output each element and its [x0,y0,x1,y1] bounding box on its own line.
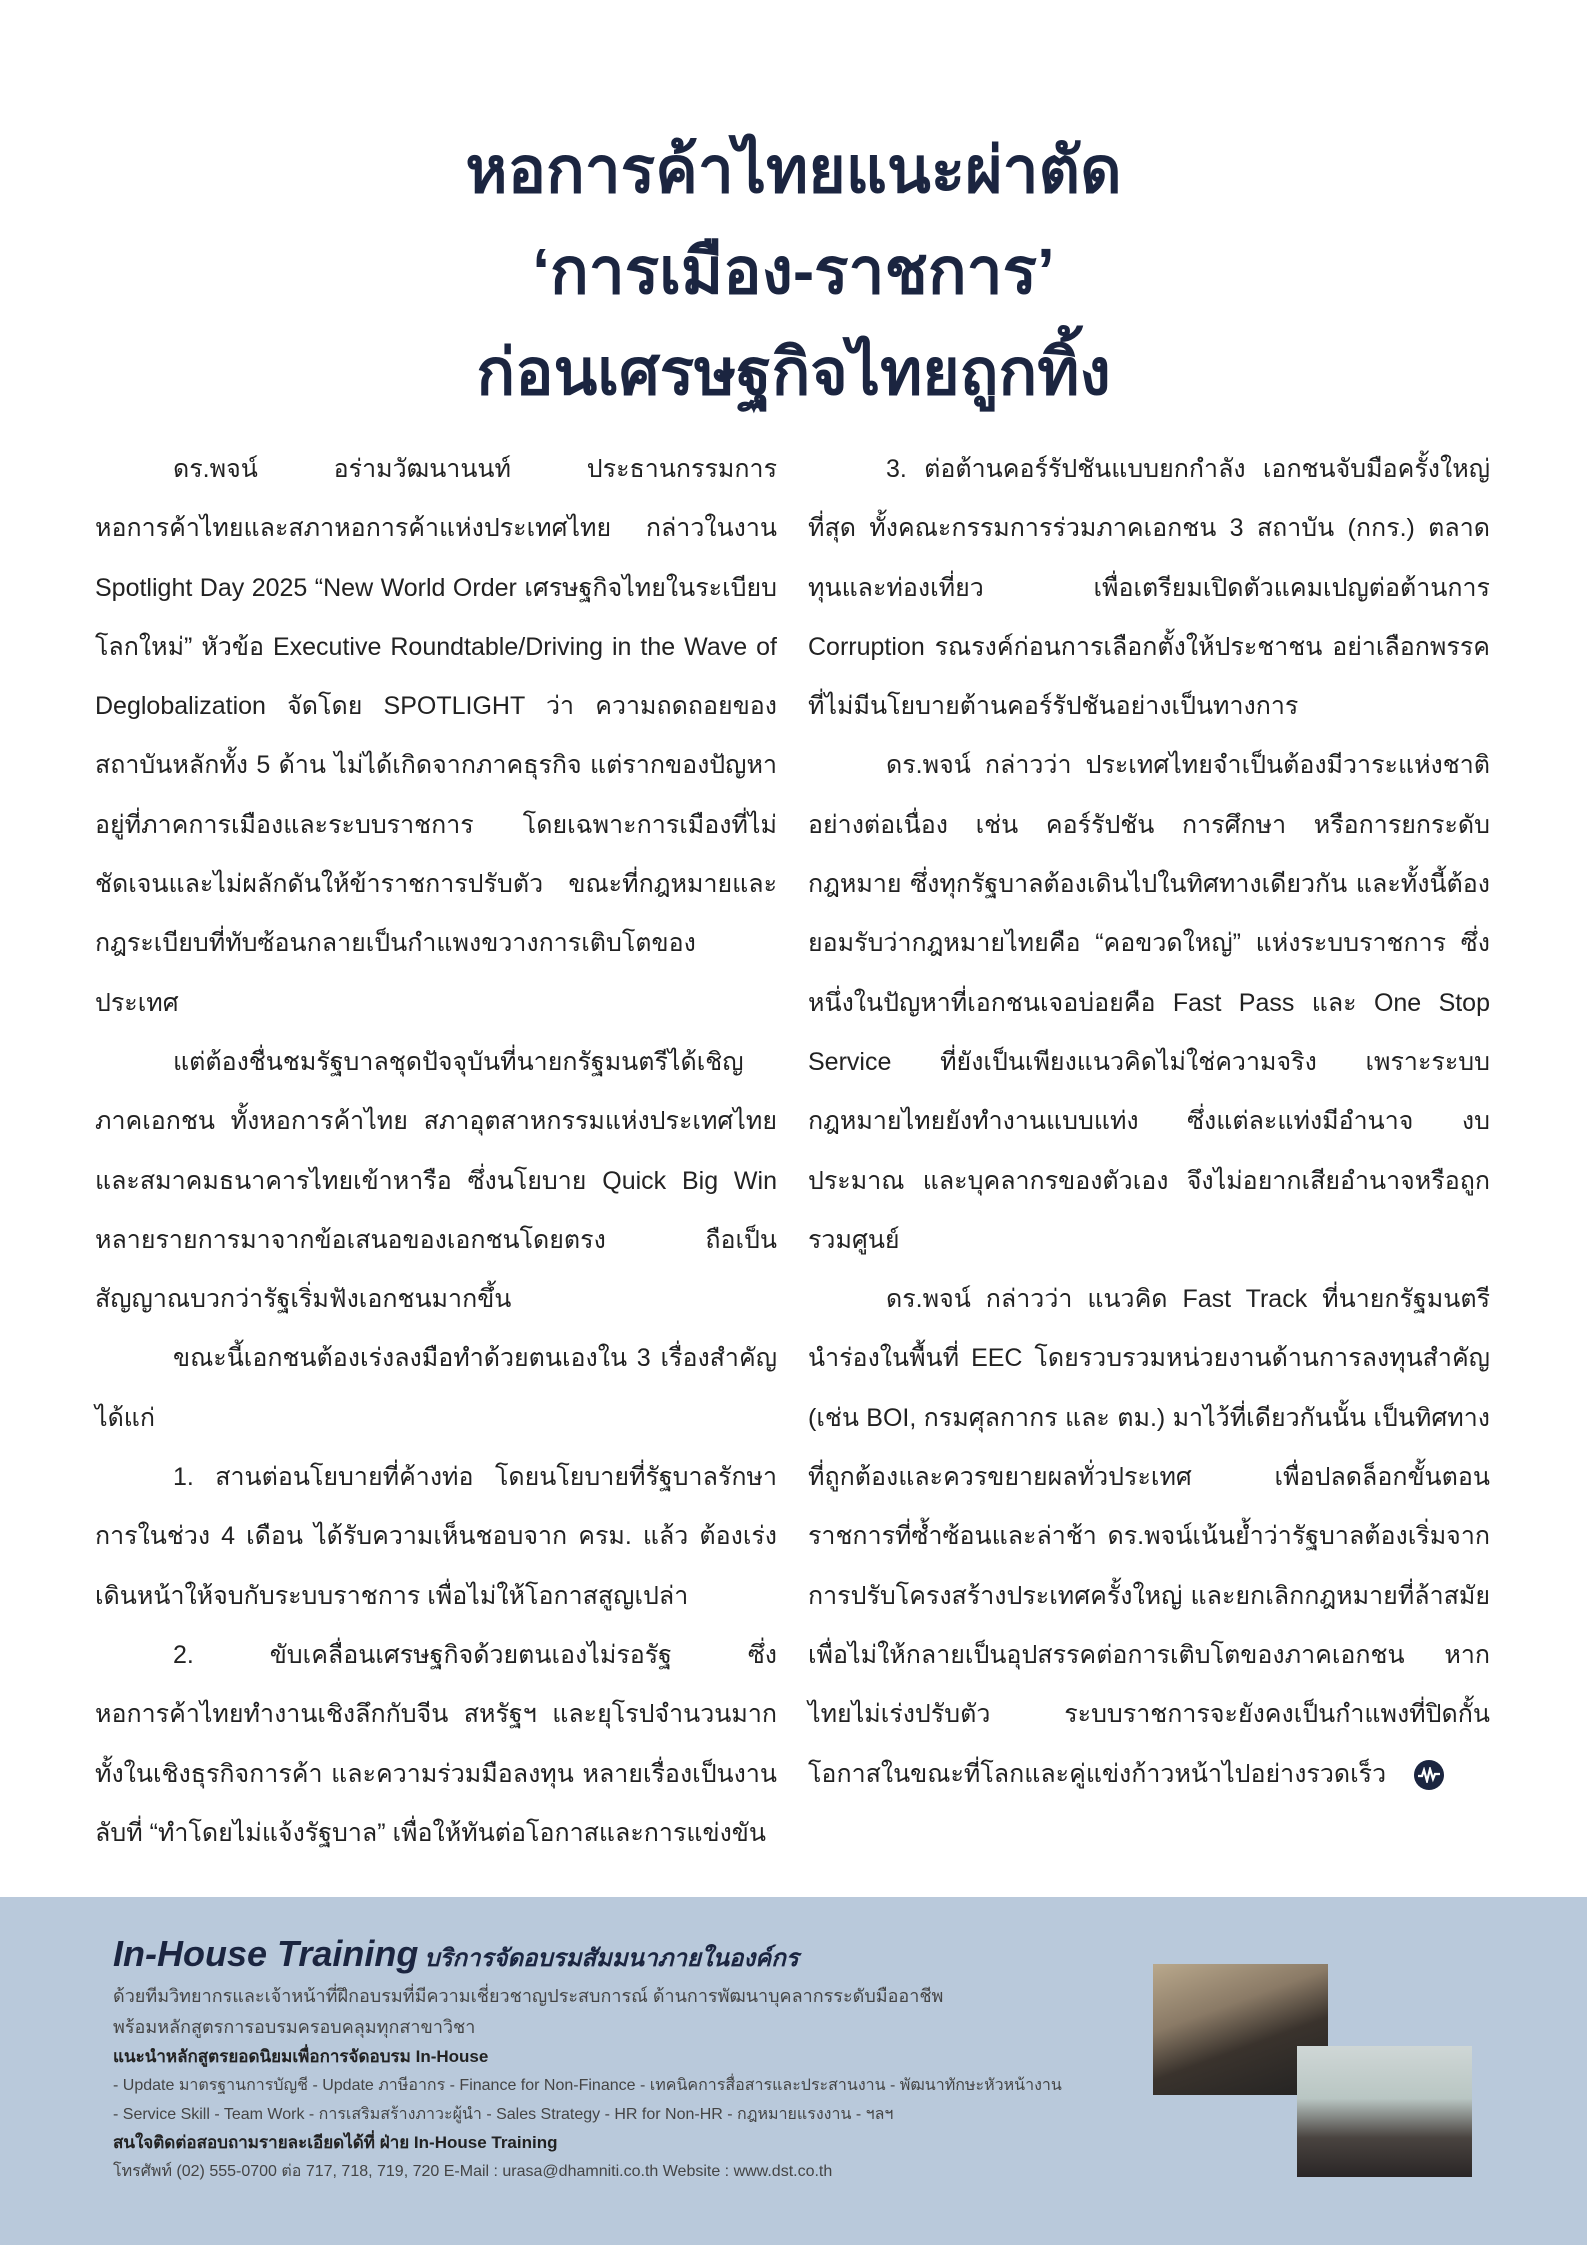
paragraph: แต่ต้องชื่นชมรัฐบาลชุดปัจจุบันที่นายกรัฐมนตรีได้เชิญภาคเอกชน ทั้งหอการค้าไทย สภาอุตสาหกรรมแห่งประเทศไทย และสมาคมธนาคารไทยเข้าหารือ ซึ่งนโยบาย Quick Big Win หลายรายการมาจากข้อเสนอของเอกชนโดยตรง ถือเป็นสัญญาณบวกว่ารัฐเริ่มฟังเอกชนมากขึ้น [95,1047,777,1314]
paragraph: ดร.พจน์ อร่ามวัฒนานนท์ ประธานกรรมการหอการค้าไทยและสภาหอการค้าแห่งประเทศไทย กล่าวในงาน Spotlight Day 2025 “New World Order เศรษฐกิจไทยในระเบียบโลกใหม่” หัวข้อ Executive Roundtable/Driving in the Wave of Deglobalization จัดโดย SPOTLIGHT ว่า ความถดถอยของสถาบันหลักทั้ง 5 ด้าน ไม่ได้เกิดจากภาคธุรกิจ แต่รากของปัญหาอยู่ที่ภาคการเมืองและระบบราชการ โดยเฉพาะการเมืองที่ไม่ชัดเจนและไม่ผลักดันให้ข้าราชการปรับตัว ขณะที่กฎหมายและกฎระเบียบที่ทับซ้อนกลายเป็นกำแพงขวางการเติบโตของประเทศ [95,455,777,1017]
course-line: - Update มาตรฐานการบัญชี - Update ภาษีอากร - Finance for Non-Finance - เทคนิคการสื่อสารและประสานงาน - พัฒนาทักษะหัวหน้างาน [113,2077,1062,2094]
title-line: ก่อนเศรษฐกิจไทยถูกทิ้ง [476,336,1111,408]
article-column-right [808,440,1490,1804]
ad-intro-line: พร้อมหลักสูตรการอบรมครอบคลุมทุกสาขาวิชา [113,2017,476,2037]
ad-intro-line: ด้วยทีมวิทยากรและเจ้าหน้าที่ฝึกอบรมที่มีความเชี่ยวชาญประสบการณ์ ด้านการพัฒนาบุคลากรระดับมืออาชีพ [113,1986,944,2006]
paragraph-text: ดร.พจน์ กล่าวว่า แนวคิด Fast Track ที่นายกรัฐมนตรีนำร่องในพื้นที่ EEC โดยรวบรวมหน่วยงานด้านการลงทุนสำคัญ (เช่น BOI, กรมศุลกากร และ ตม.) มาไว้ที่เดียวกันนั้น เป็นทิศทางที่ถูกต้องและควรขยายผลทั่วประเทศ เพื่อปลดล็อกขั้นตอนราชการที่ซ้ำซ้อนและล่าช้า ดร.พจน์เน้นย้ำว่ารัฐบาลต้องเริ่มจากการปรับโครงสร้างประเทศครั้งใหญ่ และยกเลิกกฎหมายที่ล้าสมัยเพื่อไม่ให้กลายเป็นอุปสรรคต่อการเติบโตของภาคเอกชน หากไทยไม่เร่งปรับตัว ระบบราชการจะยังคงเป็นกำแพงที่ปิดกั้นโอกาสในขณะที่โลกและคู่แข่งก้าวหน้าไปอย่างรวดเร็ว [808,1285,1490,1788]
courses-heading: แนะนำหลักสูตรยอดนิยมเพื่อการจัดอบรม In-House [113,2047,489,2066]
paragraph: 1. สานต่อนโยบายที่ค้างท่อ โดยนโยบายที่รัฐบาลรักษาการในช่วง 4 เดือน ได้รับความเห็นชอบจาก ครม. แล้ว ต้องเร่งเดินหน้าให้จบกับระบบราชการ เพื่อไม่ให้โอกาสสูญเปล่า [95,1463,777,1610]
ad-text [113,1933,1163,2186]
paragraph: 3. ต่อต้านคอร์รัปชันแบบยกกำลัง เอกชนจับมือครั้งใหญ่ที่สุด ทั้งคณะกรรมการร่วมภาคเอกชน 3 สถาบัน (กกร.) ตลาดทุนและท่องเที่ยว เพื่อเตรียมเปิดตัวแคมเปญต่อต้านการ Corruption รณรงค์ก่อนการเลือกตั้งให้ประชาชน อย่าเลือกพรรคที่ไม่มีนโยบายต้านคอร์รัปชันอย่างเป็นทางการ [808,455,1490,721]
waveform-logo-icon [1414,1760,1444,1790]
paragraph: 2. ขับเคลื่อนเศรษฐกิจด้วยตนเองไม่รอรัฐ ซึ่งหอการค้าไทยทำงานเชิงลึกกับจีน สหรัฐฯ และยุโรปจำนวนมาก ทั้งในเชิงธุรกิจการค้า และความร่วมมือลงทุน หลายเรื่องเป็นงานลับที่ “ทำโดยไม่แจ้งรัฐบาล” เพื่อให้ทันต่อโอกาสและการแข่งขัน [95,1640,777,1847]
paragraph-last [808,1270,1490,1804]
ad-heading [113,1933,1163,1977]
article-title [0,120,1587,423]
paragraph: ขณะนี้เอกชนต้องเร่งลงมือทำด้วยตนเองใน 3 เรื่องสำคัญ ได้แก่ [95,1344,777,1432]
title-line: ‘การเมือง-ราชการ’ [532,235,1055,307]
article-column-left [95,440,777,1863]
title-line: หอการค้าไทยแนะผ่าตัด [465,134,1122,206]
ad-heading-sub: บริการจัดอบรมสัมมนาภายในองค์กร [424,1945,799,1972]
ad-heading-title: In-House Training [113,1933,419,1974]
contact-line: โทรศัพท์ (02) 555-0700 ต่อ 717, 718, 719, 720 E-Mail : urasa@dhamniti.co.th Website : www.dst.co.th [113,2163,833,2180]
training-photo-classroom [1297,2046,1472,2177]
paragraph: ดร.พจน์ กล่าวว่า ประเทศไทยจำเป็นต้องมีวาระแห่งชาติอย่างต่อเนื่อง เช่น คอร์รัปชัน การศึกษา หรือการยกระดับกฎหมาย ซึ่งทุกรัฐบาลต้องเดินไปในทิศทางเดียวกัน และทั้งนี้ต้องยอมรับว่ากฎหมายไทยคือ “คอขวดใหญ่” แห่งระบบราชการ ซึ่งหนึ่งในปัญหาที่เอกชนเจอบ่อยคือ Fast Pass และ One Stop Service ที่ยังเป็นเพียงแนวคิดไม่ใช่ความจริง เพราะระบบกฎหมายไทยยังทำงานแบบแท่ง ซึ่งแต่ละแท่งมีอำนาจ งบประมาณ และบุคลากรของตัวเอง จึงไม่อยากเสียอำนาจหรือถูกรวมศูนย์ [808,751,1490,1254]
course-line: - Service Skill - Team Work - การเสริมสร้างภาวะผู้นำ - Sales Strategy - HR for Non-HR - กฎหมายแรงงาน - ฯลฯ [113,2106,894,2123]
contact-heading: สนใจติดต่อสอบถามรายละเอียดได้ที่ ฝ่าย In-House Training [113,2133,558,2152]
